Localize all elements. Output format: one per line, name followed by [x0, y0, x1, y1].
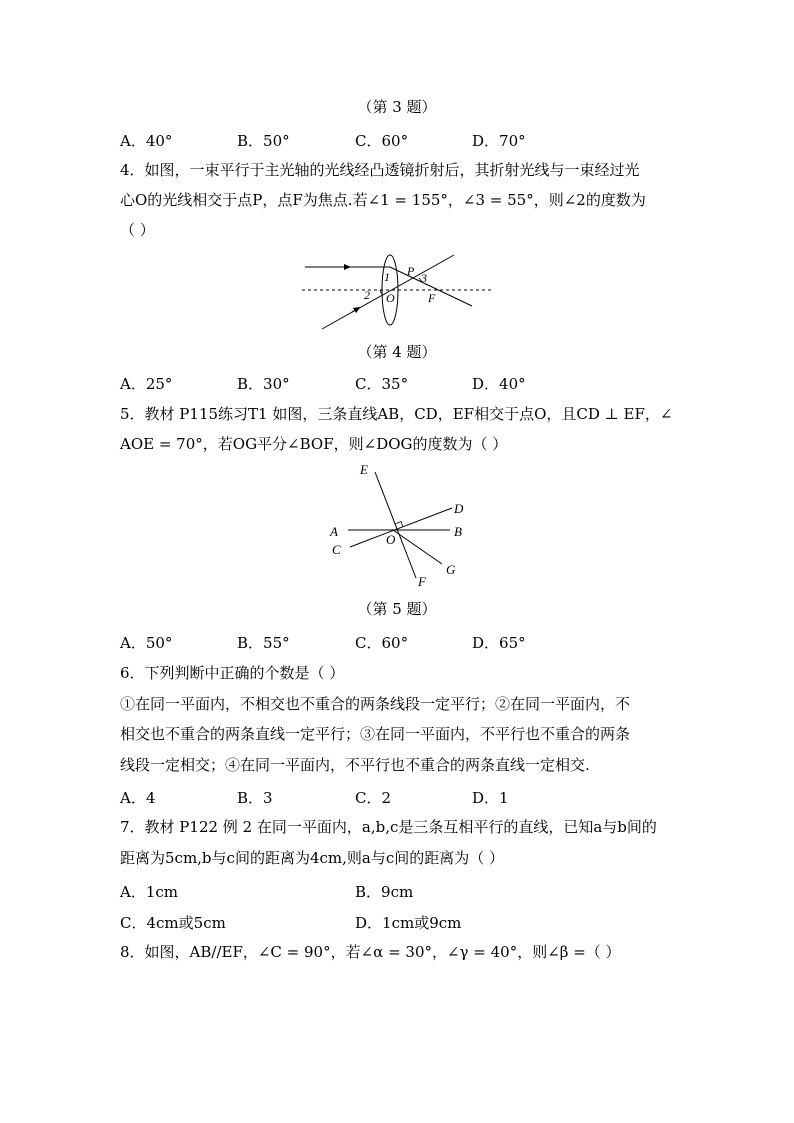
q5-lines-figure	[320, 460, 480, 592]
q6-option-b: B．3	[237, 789, 273, 807]
q3-option-b: B．50°	[237, 132, 290, 150]
q7-option-c: C．4cm或5cm	[120, 914, 226, 932]
label-3: 3	[421, 271, 427, 285]
label-A: A	[330, 524, 338, 539]
q6-option-d: D．1	[472, 789, 509, 807]
label-D: D	[454, 501, 464, 516]
q5-line-2: AOE = 70°，若OG平分∠BOF，则∠DOG的度数为（ ）	[120, 435, 508, 453]
label-C: C	[332, 542, 341, 557]
q4-option-b: B．30°	[237, 375, 290, 393]
q8-line-1: 8．如图，AB//EF，∠C = 90°，若∠α = 30°，∠γ = 40°，则∠β =（ ）	[120, 943, 621, 961]
q7-option-b: B．9cm	[355, 883, 414, 901]
label-F: F	[418, 574, 426, 589]
label-G: G	[446, 562, 456, 577]
q6-line-2: ①在同一平面内，不相交也不重合的两条线段一定平行；②在同一平面内，不	[120, 695, 631, 713]
line-CD	[350, 508, 452, 547]
q5-option-d: D．65°	[472, 634, 526, 652]
q3-option-c: C．60°	[355, 132, 409, 150]
q6-option-c: C．2	[355, 789, 392, 807]
q4-option-c: C．35°	[355, 375, 409, 393]
q3-option-a: A．40°	[120, 132, 173, 150]
q4-line-3: （ ）	[120, 221, 155, 239]
q6-line-4: 线段一定相交；④在同一平面内，不平行也不重合的两条直线一定相交.	[120, 756, 590, 774]
q7-line-2: 距离为5cm,b与c间的距离为4cm,则a与c间的距离为（ ）	[120, 849, 504, 867]
ray-OG	[393, 530, 442, 564]
q3-caption: （第 3 题）	[357, 98, 437, 116]
label-O: O	[386, 532, 396, 547]
label-F: F	[428, 291, 436, 305]
q7-option-d: D．1cm或9cm	[355, 914, 462, 932]
label-O: O	[386, 291, 395, 305]
label-P: P	[407, 264, 415, 278]
q5-option-c: C．60°	[355, 634, 409, 652]
q3-option-d: D．70°	[472, 132, 526, 150]
label-1: 1	[384, 270, 390, 284]
label-2: 2	[364, 288, 370, 302]
q6-line-1: 6．下列判断中正确的个数是（ ）	[120, 664, 345, 682]
q5-caption: （第 5 题）	[357, 600, 437, 618]
label-B: B	[454, 524, 462, 539]
q5-option-b: B．55°	[237, 634, 290, 652]
line-EF	[375, 472, 416, 578]
q4-line-1: 4．如图，一束平行于主光轴的光线经凸透镜折射后，其折射光线与一束经过光	[120, 161, 640, 179]
q7-line-1: 7．教材 P122 例 2 在同一平面内，a,b,c是三条互相平行的直线，已知a与b间的	[120, 818, 657, 836]
q4-lens-figure	[300, 250, 500, 335]
q4-line-2: 心O的光线相交于点P，点F为焦点.若∠1 = 155°，∠3 = 55°，则∠2的度数为	[120, 191, 646, 209]
q4-option-d: D．40°	[472, 375, 526, 393]
q4-option-a: A．25°	[120, 375, 173, 393]
q5-line-1: 5．教材 P115练习T1 如图，三条直线AB，CD，EF相交于点O，且CD ⊥ EF，∠	[120, 405, 673, 423]
q6-line-3: 相交也不重合的两条直线一定平行；③在同一平面内，不平行也不重合的两条	[120, 725, 631, 743]
q5-option-a: A．50°	[120, 634, 173, 652]
label-E: E	[360, 462, 368, 477]
convex-lens	[382, 255, 398, 325]
q4-caption: （第 4 题）	[357, 343, 437, 361]
q6-option-a: A．4	[120, 789, 156, 807]
q7-option-a: A．1cm	[120, 883, 179, 901]
